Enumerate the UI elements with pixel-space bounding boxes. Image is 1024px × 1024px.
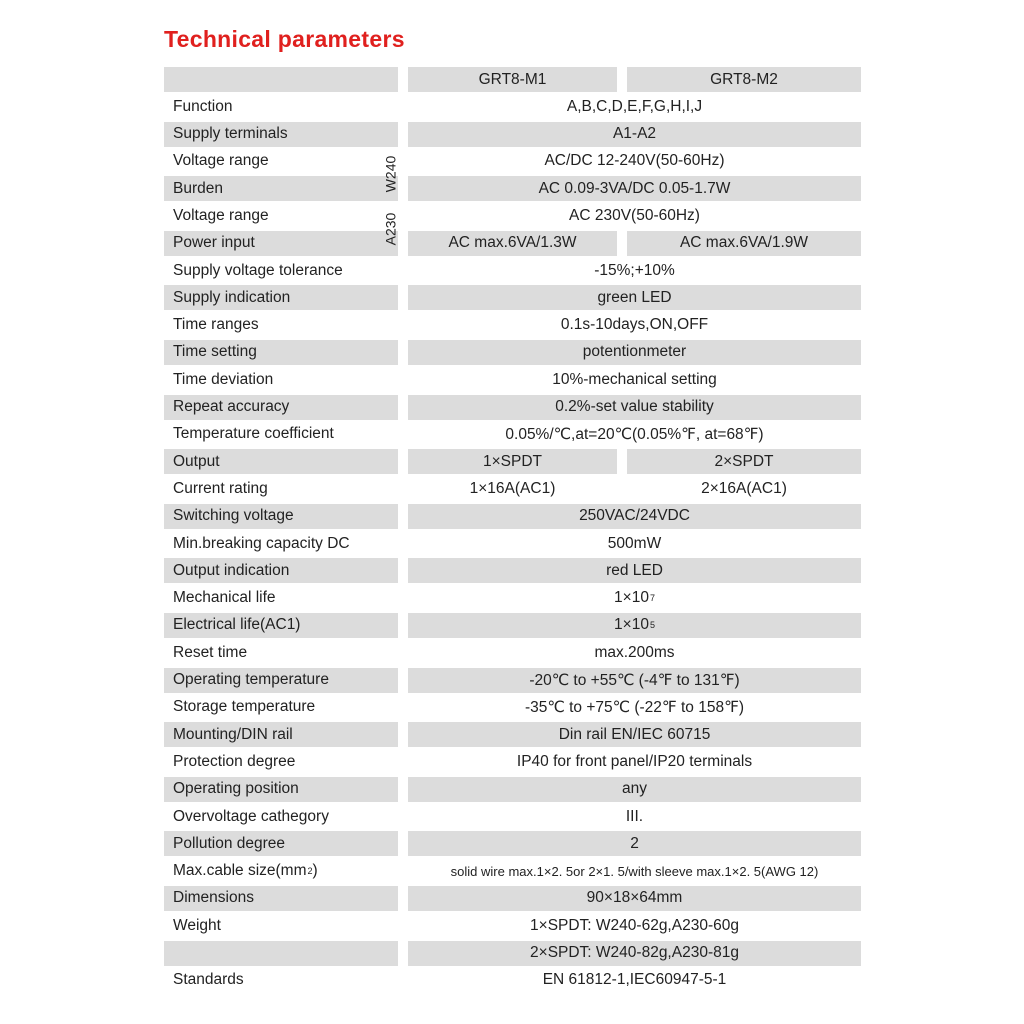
row-label: Function — [173, 97, 233, 115]
table-row — [164, 94, 861, 121]
row-value: -20℃ to +55℃ (-4℉ to 131℉) — [408, 668, 861, 693]
table-row — [164, 285, 861, 312]
row-label: Storage temperature — [173, 698, 316, 716]
row-value-m1: 1×SPDT — [408, 449, 617, 474]
row-value: red LED — [408, 558, 861, 583]
table-row — [164, 804, 861, 831]
table-row — [164, 395, 861, 422]
row-value-m1: 1×16A(AC1) — [469, 479, 556, 497]
table-row — [164, 941, 861, 968]
row-label: Pollution degree — [164, 831, 398, 856]
table-row — [164, 203, 861, 230]
row-value: Din rail EN/IEC 60715 — [408, 722, 861, 747]
table-row — [164, 231, 861, 258]
row-value: 1×SPDT: W240-62g,A230-60g — [530, 916, 739, 934]
row-label: Reset time — [173, 643, 248, 661]
row-value: potentionmeter — [408, 340, 861, 365]
row-label: Weight — [173, 916, 221, 934]
group-label-text: W240 — [382, 155, 399, 193]
row-label: Overvoltage cathegory — [173, 807, 329, 825]
page-title: Technical parameters — [164, 26, 405, 52]
header-grt8-m2: GRT8-M2 — [627, 67, 861, 92]
table-row — [164, 449, 861, 476]
table-row — [164, 886, 861, 913]
row-value: A1-A2 — [408, 122, 861, 147]
row-value: green LED — [408, 285, 861, 310]
label-text: Max.cable size(mm — [173, 862, 307, 880]
group-label-a230 — [382, 203, 398, 255]
table-row — [164, 258, 861, 285]
row-label: Standards — [173, 971, 244, 989]
row-label: Voltage range — [173, 152, 269, 170]
row-label: Output indication — [164, 558, 398, 583]
row-label: Output — [164, 449, 398, 474]
row-label: Repeat accuracy — [164, 395, 398, 420]
row-label: Dimensions — [164, 886, 398, 911]
row-value: 0.1s-10days,ON,OFF — [560, 316, 709, 334]
table-row — [164, 913, 861, 940]
table-row — [164, 149, 861, 176]
group-label-w240 — [382, 148, 398, 200]
row-label: Time deviation — [173, 370, 274, 388]
row-label — [164, 859, 398, 884]
row-value — [408, 586, 861, 611]
row-label: Mechanical life — [173, 589, 276, 607]
row-label: Operating position — [164, 777, 398, 802]
table-header-row — [164, 67, 861, 94]
table-row — [164, 176, 861, 203]
value-base: 1×10 — [614, 616, 649, 634]
row-value: AC 0.09-3VA/DC 0.05-1.7W — [408, 176, 861, 201]
row-value: 250VAC/24VDC — [408, 504, 861, 529]
table-row — [164, 668, 861, 695]
row-value: 2×SPDT: W240-82g,A230-81g — [408, 941, 861, 966]
table-row — [164, 722, 861, 749]
row-value — [408, 613, 861, 638]
row-label: Supply terminals — [164, 122, 398, 147]
row-value-m1: AC max.6VA/1.3W — [408, 231, 617, 256]
row-value-m2: AC max.6VA/1.9W — [627, 231, 861, 256]
row-label: Min.breaking capacity DC — [173, 534, 350, 552]
row-value-m2: 2×SPDT — [627, 449, 861, 474]
table-row — [164, 504, 861, 531]
row-value: 500mW — [607, 534, 662, 552]
table-row — [164, 367, 861, 394]
row-label: Electrical life(AC1) — [164, 613, 398, 638]
label-exponent: 2 — [307, 866, 313, 877]
table-row — [164, 749, 861, 776]
table-row — [164, 640, 861, 667]
row-label: Supply voltage tolerance — [173, 261, 343, 279]
header-empty — [164, 67, 398, 92]
label-text-end: ) — [312, 862, 318, 880]
row-value: A,B,C,D,E,F,G,H,I,J — [566, 97, 703, 115]
table-row — [164, 777, 861, 804]
table-row — [164, 422, 861, 449]
row-value: 0.05%/℃,at=20℃(0.05%℉, at=68℉) — [505, 425, 764, 443]
row-value: AC/DC 12-240V(50-60Hz) — [544, 152, 725, 170]
header-grt8-m1: GRT8-M1 — [408, 67, 617, 92]
row-label: Switching voltage — [164, 504, 398, 529]
row-value: 10%-mechanical setting — [552, 370, 717, 388]
row-label: Supply indication — [164, 285, 398, 310]
spec-table — [164, 67, 861, 995]
row-label: Power input — [164, 231, 398, 256]
table-row — [164, 476, 861, 503]
row-value-m2: 2×16A(AC1) — [701, 479, 787, 497]
row-value: max.200ms — [594, 643, 675, 661]
row-value: AC 230V(50-60Hz) — [569, 206, 700, 224]
table-row — [164, 531, 861, 558]
row-value: 0.2%-set value stability — [408, 395, 861, 420]
row-value: 90×18×64mm — [408, 886, 861, 911]
table-row — [164, 558, 861, 585]
row-label: Protection degree — [173, 752, 296, 770]
row-label: Current rating — [173, 479, 268, 497]
row-value: III. — [625, 807, 644, 825]
row-value: IP40 for front panel/IP20 terminals — [516, 752, 753, 770]
row-label: Burden — [164, 176, 398, 201]
table-row — [164, 586, 861, 613]
row-label: Voltage range — [173, 206, 269, 224]
row-label: Temperature coefficient — [173, 425, 334, 443]
row-value: -15%;+10% — [594, 261, 675, 279]
row-label: Time ranges — [173, 316, 259, 334]
group-label-text: A230 — [382, 212, 399, 246]
row-value: -35℃ to +75℃ (-22℉ to 158℉) — [525, 698, 744, 716]
row-value: 2 — [408, 831, 861, 856]
table-row — [164, 831, 861, 858]
row-value: EN 61812-1,IEC60947-5-1 — [542, 971, 727, 989]
row-value: solid wire max.1×2. 5or 2×1. 5/with sleeve max.1×2. 5(AWG 12) — [450, 863, 819, 879]
row-label: Time setting — [164, 340, 398, 365]
table-row — [164, 313, 861, 340]
row-label: Operating temperature — [164, 668, 398, 693]
value-base: 1×10 — [614, 589, 649, 607]
table-row — [164, 340, 861, 367]
table-row — [164, 968, 861, 995]
value-exponent: 5 — [649, 620, 655, 631]
table-row — [164, 122, 861, 149]
table-row — [164, 613, 861, 640]
value-exponent: 7 — [649, 593, 655, 604]
row-value: any — [408, 777, 861, 802]
row-label: Mounting/DIN rail — [164, 722, 398, 747]
table-row — [164, 859, 861, 886]
row-label — [164, 941, 398, 966]
table-row — [164, 695, 861, 722]
